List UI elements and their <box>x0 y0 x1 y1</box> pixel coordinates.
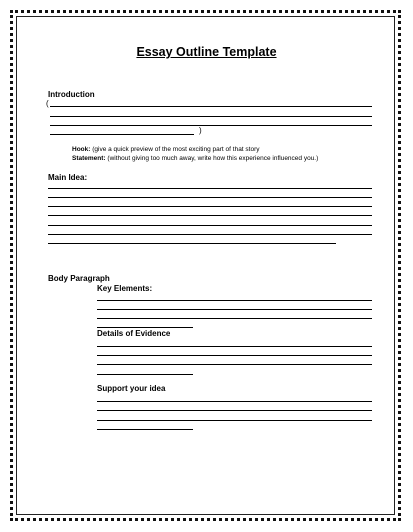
writing-line <box>48 225 372 226</box>
hook-text: (give a quick preview of the most exciting part of that story <box>92 146 260 153</box>
document-title: Essay Outline Template <box>136 45 277 59</box>
introduction-close-paren: ) <box>199 126 202 135</box>
writing-line <box>97 309 372 310</box>
key-elements-heading: Key Elements: <box>97 284 153 293</box>
writing-line <box>97 429 193 430</box>
writing-line <box>50 106 372 107</box>
main-idea-heading: Main Idea: <box>48 173 88 182</box>
writing-line <box>97 364 372 365</box>
writing-line <box>50 125 372 126</box>
writing-line <box>97 327 193 328</box>
writing-line <box>97 410 372 411</box>
writing-line <box>97 355 372 356</box>
hook-line <box>72 146 260 153</box>
introduction-open-paren: ( <box>46 99 49 108</box>
writing-line <box>50 116 372 117</box>
writing-line <box>48 206 372 207</box>
details-of-evidence-heading: Details of Evidence <box>97 329 171 338</box>
writing-line <box>48 243 336 244</box>
statement-label: Statement: <box>72 155 106 162</box>
writing-line <box>97 318 372 319</box>
writing-line <box>97 300 372 301</box>
support-your-idea-heading: Support your idea <box>97 384 166 393</box>
statement-text: (without giving too much away, write how this experience influenced you.) <box>107 155 319 162</box>
writing-line <box>97 374 193 375</box>
writing-line <box>48 188 372 189</box>
body-paragraph-heading: Body Paragraph <box>48 274 110 283</box>
writing-line <box>48 234 372 235</box>
hook-label: Hook: <box>72 146 91 153</box>
statement-line <box>72 155 318 162</box>
writing-line <box>97 401 372 402</box>
writing-line <box>48 215 372 216</box>
writing-line <box>50 134 194 135</box>
introduction-heading: Introduction <box>48 90 95 99</box>
writing-line <box>97 420 372 421</box>
writing-line <box>97 346 372 347</box>
writing-line <box>48 197 372 198</box>
